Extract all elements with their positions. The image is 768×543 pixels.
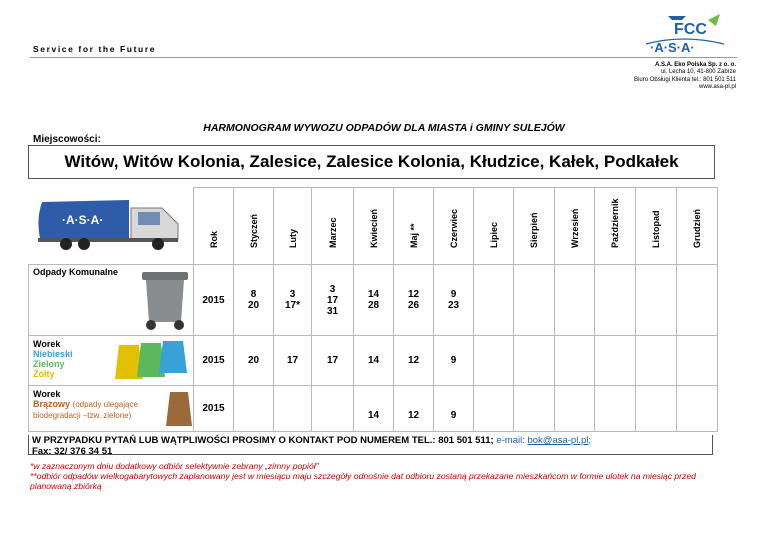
company-name: A.S.A. Eko Polska Sp. z o. o.: [654, 62, 736, 68]
locations-text: Witów, Witów Kolonia, Zalesice, Zalesice Kolonia, Kłudzice, Kałek, Podkałek: [64, 152, 679, 171]
cell-month: 14 28: [354, 265, 394, 336]
row-label-text: Worek Brązowy (odpady ulegające biodegradacji –tzw. zielone): [33, 389, 138, 420]
cell-month: [274, 386, 312, 432]
fcc-logo-icon: [668, 14, 720, 38]
cell-month: 17: [312, 336, 354, 386]
svg-text:·A·S·A·: ·A·S·A·: [650, 40, 695, 55]
brown-bag-icon: [165, 389, 193, 429]
col-styczen: Styczeń: [234, 188, 274, 265]
header-row: [29, 188, 718, 265]
asa-logo-icon: [646, 39, 724, 55]
cell-month: [595, 386, 636, 432]
cell-month: 17: [274, 336, 312, 386]
tagline: Service for the Future: [33, 44, 157, 54]
row-label-segregacja: [29, 336, 194, 386]
cell-month: [677, 386, 718, 432]
locations-box: [28, 145, 715, 179]
schedule-table: [28, 187, 718, 432]
cell-month: 12: [394, 386, 434, 432]
cell-month: 12 26: [394, 265, 434, 336]
svg-text:·A·S·A·: ·A·S·A·: [61, 212, 103, 227]
col-listopad: Listopad: [636, 188, 677, 265]
cell-month: 20: [234, 336, 274, 386]
col-wrzesien: Wrzesień: [555, 188, 595, 265]
col-sierpien: Sierpień: [514, 188, 555, 265]
col-lipiec: Lipiec: [474, 188, 514, 265]
recycling-bags-icon: [113, 339, 193, 383]
waste-bin-icon: [140, 270, 190, 332]
cell-month: 8 20: [234, 265, 274, 336]
cell-month: [474, 336, 514, 386]
cell-month: [514, 386, 555, 432]
cell-month: 9 23: [434, 265, 474, 336]
row-label-text: Odpady Komunalne: [33, 267, 119, 277]
col-maj: Maj **: [394, 188, 434, 265]
cell-month: [636, 386, 677, 432]
cell-month: [474, 386, 514, 432]
cell-month: 3 17 31: [312, 265, 354, 336]
contact-footer: [28, 435, 713, 455]
header-divider: [30, 57, 737, 58]
cell-month: 9: [434, 336, 474, 386]
col-grudzien: Grudzień: [677, 188, 718, 265]
cell-month: [677, 265, 718, 336]
table-row: [29, 336, 718, 386]
cell-month: [555, 265, 595, 336]
cell-year: 2015: [194, 336, 234, 386]
cell-month: 9: [434, 386, 474, 432]
garbage-truck-icon: [34, 194, 184, 254]
company-street: ul. Lecha 10, 41-800 Zabrze: [660, 69, 736, 76]
cell-month: [514, 336, 555, 386]
document-title: HARMONOGRAM WYWOZU ODPADÓW DLA MIASTA i GMINY SULEJÓW: [203, 122, 565, 134]
cell-month: [555, 336, 595, 386]
cell-month: [234, 386, 274, 432]
footnote: *w zaznaczonym dniu dodatkowy odbiór selektywnie zebrany „zimny popiół": [30, 461, 319, 471]
svg-text:FCC: FCC: [674, 21, 707, 38]
company-website[interactable]: www.asa-pl.pl: [698, 84, 736, 91]
col-marzec: Marzec: [312, 188, 354, 265]
col-pazdziernik: Październik: [595, 188, 636, 265]
table-row: [29, 386, 718, 432]
cell-month: [595, 265, 636, 336]
truck-cell: [29, 188, 194, 265]
cell-month: 3 17*: [274, 265, 312, 336]
email-suffix: ;: [588, 435, 591, 446]
company-address: [634, 62, 736, 92]
col-czerwiec: Czerwiec: [434, 188, 474, 265]
cell-year: 2015: [194, 265, 234, 336]
email-label: e-mail:: [496, 435, 525, 446]
company-logo: [628, 10, 738, 56]
cell-year: 2015: [194, 386, 234, 432]
col-kwiecien: Kwiecień: [354, 188, 394, 265]
col-rok: Rok: [194, 188, 234, 265]
cell-month: 14: [354, 336, 394, 386]
company-office-phone: Biuro Obsługi Klienta tel.: 801 501 511: [634, 76, 736, 83]
cell-month: [474, 265, 514, 336]
row-label-text: Worek Niebieski Zielony Żółty: [33, 339, 73, 379]
cell-month: [636, 336, 677, 386]
contact-line: W PRZYPADKU PYTAŃ LUB WĄTPLIWOŚCI PROSIMY O KONTAKT POD NUMEREM TEL.: 801 501 511;: [32, 435, 494, 446]
cell-month: [677, 336, 718, 386]
table-row: [29, 265, 718, 336]
cell-month: [595, 336, 636, 386]
footnotes: [30, 461, 720, 491]
cell-month: 12: [394, 336, 434, 386]
col-luty: Luty: [274, 188, 312, 265]
cell-month: [636, 265, 677, 336]
cell-month: [312, 386, 354, 432]
fax-line: Fax: 32/ 376 34 51: [32, 445, 113, 457]
email-link[interactable]: bok@asa-pl.pl: [527, 435, 589, 446]
footnote: **odbiór odpadów wielkogabarytowych zaplanowany jest w miesiącu maju szczegóły odnośnie dat odbioru zostaną przekazane mieszkańcom w formie ulotek na miesiąc przed planowaną zbiórką: [30, 471, 696, 491]
location-label: Miejscowości:: [33, 134, 101, 145]
cell-month: [514, 265, 555, 336]
row-label-bio: [29, 386, 194, 432]
cell-month: 14: [354, 386, 394, 432]
cell-month: [555, 386, 595, 432]
row-label-komunalne: [29, 265, 194, 336]
